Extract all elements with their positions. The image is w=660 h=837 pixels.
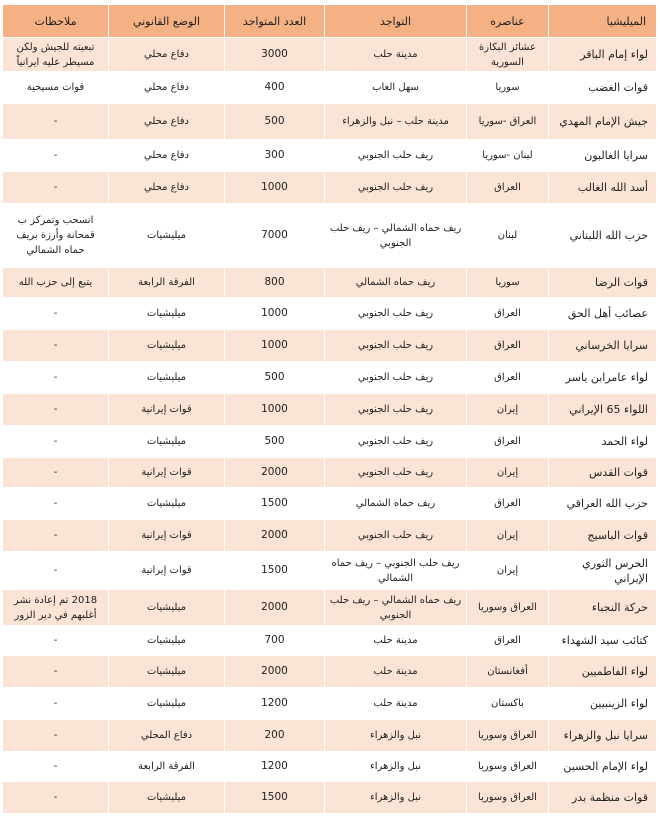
cell-members: العراق -سوريا (467, 104, 549, 140)
cell-location: مدينة حلب (325, 656, 467, 688)
cell-location: ريف حماه الشمالي – ريف حلب الجنوبي (325, 590, 467, 626)
cell-militia-name: اللواء 65 الإيراني (549, 394, 657, 426)
cell-members: العراق (467, 330, 549, 362)
cell-location: نبل والزهراء (325, 752, 467, 782)
cell-count: 1000 (225, 330, 325, 362)
cell-count: 3000 (225, 38, 325, 72)
cell-location: ريف حلب الجنوبي (325, 394, 467, 426)
header-notes: ملاحظات (3, 5, 109, 38)
header-count: العدد المتواجد (225, 5, 325, 38)
cell-legal-status: ميليشيات (109, 204, 225, 268)
table-row (3, 488, 657, 520)
cell-location: ريف حلب الجنوبي (325, 458, 467, 488)
table-row (3, 590, 657, 626)
table-row (3, 362, 657, 394)
cell-legal-status: ميليشيات (109, 656, 225, 688)
cell-militia-name: لواء الإمام الحسين (549, 752, 657, 782)
cell-count: 1200 (225, 752, 325, 782)
cell-count: 1000 (225, 298, 325, 330)
cell-count: 800 (225, 268, 325, 298)
cell-members: أفغانستان (467, 656, 549, 688)
cell-notes: يتبع إلى حزب الله (3, 268, 109, 298)
cell-count: 2000 (225, 656, 325, 688)
cell-militia-name: كتائب سيد الشهداء (549, 626, 657, 656)
table-row (3, 38, 657, 72)
cell-militia-name: سرايا الخرساني (549, 330, 657, 362)
table-row (3, 298, 657, 330)
cell-militia-name: حركة النجباء (549, 590, 657, 626)
cell-militia-name: حزب الله العراقي (549, 488, 657, 520)
cell-militia-name: الحرس الثوري الإيراني (549, 552, 657, 590)
cell-militia-name: سرايا الغالبون (549, 140, 657, 172)
cell-notes: - (3, 104, 109, 140)
table-row (3, 752, 657, 782)
cell-members: إيران (467, 552, 549, 590)
cell-members: العراق (467, 626, 549, 656)
cell-legal-status: دفاع محلي (109, 104, 225, 140)
cell-legal-status: ميليشيات (109, 488, 225, 520)
cell-members: العراق وسوريا (467, 782, 549, 814)
cell-location: نبل والزهراء (325, 782, 467, 814)
cell-count: 1200 (225, 688, 325, 720)
table-row (3, 330, 657, 362)
cell-notes: - (3, 330, 109, 362)
cell-count: 200 (225, 720, 325, 752)
cell-militia-name: لواء إمام الباقر (549, 38, 657, 72)
cell-members: العراق (467, 362, 549, 394)
cell-legal-status: قوات إيرانية (109, 552, 225, 590)
cell-notes: - (3, 298, 109, 330)
cell-count: 500 (225, 426, 325, 458)
cell-members: العراق وسوريا (467, 720, 549, 752)
cell-members: عشائر البكارة السورية (467, 38, 549, 72)
cell-count: 2000 (225, 458, 325, 488)
cell-militia-name: سرايا نبل والزهراء (549, 720, 657, 752)
cell-notes: - (3, 426, 109, 458)
cell-notes: 2018 تم إعادة نشر أغلبهم في دير الزور (3, 590, 109, 626)
cell-notes: قوات مسيحية (3, 72, 109, 104)
cell-location: ريف حماه الشمالي – ريف حلب الجنوبي (325, 204, 467, 268)
cell-notes: - (3, 688, 109, 720)
cell-legal-status: الفرقة الرابعة (109, 268, 225, 298)
table-row (3, 268, 657, 298)
cell-legal-status: ميليشيات (109, 782, 225, 814)
cell-notes: - (3, 752, 109, 782)
cell-militia-name: قوات القدس (549, 458, 657, 488)
cell-legal-status: ميليشيات (109, 298, 225, 330)
cell-legal-status: ميليشيات (109, 362, 225, 394)
cell-notes: - (3, 458, 109, 488)
cell-members: العراق (467, 298, 549, 330)
table-row (3, 426, 657, 458)
cell-members: لبنان -سوريا (467, 140, 549, 172)
cell-militia-name: لواء الزينبيين (549, 688, 657, 720)
cell-location: ريف حلب الجنوبي (325, 520, 467, 552)
cell-militia-name: أسد الله الغالب (549, 172, 657, 204)
cell-militia-name: عصائب أهل الحق (549, 298, 657, 330)
cell-members: سوريا (467, 268, 549, 298)
cell-militia-name: قوات الباسيج (549, 520, 657, 552)
cell-notes: - (3, 140, 109, 172)
cell-militia-name: لواء الحمد (549, 426, 657, 458)
cell-legal-status: ميليشيات (109, 590, 225, 626)
militia-table-container (3, 4, 657, 814)
table-row (3, 626, 657, 656)
cell-count: 400 (225, 72, 325, 104)
cell-location: ريف حلب الجنوبي (325, 426, 467, 458)
table-row (3, 104, 657, 140)
cell-notes: - (3, 394, 109, 426)
cell-militia-name: قوات الرضا (549, 268, 657, 298)
cell-location: نبل والزهراء (325, 720, 467, 752)
cell-count: 500 (225, 104, 325, 140)
cell-members: باكستان (467, 688, 549, 720)
cell-members: العراق (467, 426, 549, 458)
table-row (3, 552, 657, 590)
header-militia: الميليشيا (549, 5, 657, 38)
cell-militia-name: حزب الله اللبناني (549, 204, 657, 268)
cell-members: سوريا (467, 72, 549, 104)
cell-notes: - (3, 172, 109, 204)
header-members: عناصره (467, 5, 549, 38)
cell-members: إيران (467, 520, 549, 552)
cell-location: مدينة حلب (325, 688, 467, 720)
cell-legal-status: ميليشيات (109, 426, 225, 458)
cell-members: العراق وسوريا (467, 590, 549, 626)
cell-notes: - (3, 552, 109, 590)
cell-count: 2000 (225, 520, 325, 552)
cell-count: 1500 (225, 782, 325, 814)
cell-notes: - (3, 488, 109, 520)
cell-legal-status: دفاع محلي (109, 140, 225, 172)
cell-location: ريف حماه الشمالي (325, 268, 467, 298)
cell-location: ريف حلب الجنوبي (325, 140, 467, 172)
header-location: التواجد (325, 5, 467, 38)
cell-count: 1500 (225, 488, 325, 520)
cell-notes: تبعيته للجيش ولكن مسيطر عليه ايرانياً (3, 38, 109, 72)
cell-legal-status: قوات إيرانية (109, 458, 225, 488)
cell-location: سهل الغاب (325, 72, 467, 104)
table-row (3, 782, 657, 814)
header-legal-status: الوضع القانوني (109, 5, 225, 38)
cell-members: العراق (467, 488, 549, 520)
cell-count: 2000 (225, 590, 325, 626)
table-row (3, 172, 657, 204)
cell-location: ريف حلب الجنوبي (325, 298, 467, 330)
cell-count: 500 (225, 362, 325, 394)
cell-notes: - (3, 362, 109, 394)
cell-members: العراق وسوريا (467, 752, 549, 782)
table-row (3, 394, 657, 426)
cell-militia-name: قوات منظمة بدر (549, 782, 657, 814)
cell-legal-status: دفاع المحلي (109, 720, 225, 752)
cell-legal-status: دفاع محلي (109, 172, 225, 204)
cell-legal-status: الفرقة الرابعة (109, 752, 225, 782)
cell-militia-name: قوات الغضب (549, 72, 657, 104)
table-row (3, 720, 657, 752)
table-row (3, 688, 657, 720)
cell-location: ريف حلب الجنوبي – ريف حماه الشمالي (325, 552, 467, 590)
cell-count: 700 (225, 626, 325, 656)
cell-members: إيران (467, 458, 549, 488)
cell-count: 1000 (225, 394, 325, 426)
cell-count: 300 (225, 140, 325, 172)
table-row (3, 140, 657, 172)
table-row (3, 520, 657, 552)
cell-location: مدينة حلب – نبل والزهراء (325, 104, 467, 140)
table-body (3, 38, 657, 814)
cell-count: 1500 (225, 552, 325, 590)
cell-legal-status: دفاع محلي (109, 38, 225, 72)
cell-location: ريف حماه الشمالي (325, 488, 467, 520)
cell-legal-status: دفاع محلي (109, 72, 225, 104)
cell-militia-name: لواء الفاطميين (549, 656, 657, 688)
cell-notes: - (3, 782, 109, 814)
militia-table (2, 4, 657, 814)
cell-location: ريف حلب الجنوبي (325, 362, 467, 394)
table-row (3, 72, 657, 104)
cell-notes: - (3, 720, 109, 752)
table-row (3, 656, 657, 688)
cell-members: إيران (467, 394, 549, 426)
cell-location: مدينة حلب (325, 38, 467, 72)
cell-legal-status: ميليشيات (109, 688, 225, 720)
cell-militia-name: لواء عامرابن ياسر (549, 362, 657, 394)
header-row (3, 5, 657, 38)
cell-legal-status: قوات إيرانية (109, 520, 225, 552)
cell-location: ريف حلب الجنوبي (325, 172, 467, 204)
cell-location: مدينة حلب (325, 626, 467, 656)
cell-notes: - (3, 656, 109, 688)
cell-legal-status: قوات إيرانية (109, 394, 225, 426)
cell-notes: - (3, 520, 109, 552)
cell-legal-status: ميليشيات (109, 626, 225, 656)
cell-count: 1000 (225, 172, 325, 204)
cell-location: ريف حلب الجنوبي (325, 330, 467, 362)
cell-members: العراق (467, 172, 549, 204)
cell-notes: - (3, 626, 109, 656)
cell-count: 7000 (225, 204, 325, 268)
cell-legal-status: ميليشيات (109, 330, 225, 362)
table-row (3, 458, 657, 488)
cell-members: لبنان (467, 204, 549, 268)
cell-militia-name: جيش الإمام المهدي (549, 104, 657, 140)
cell-notes: انسحب وتمركز ب قمحانة وأرزة بريف حماه الشمالي (3, 204, 109, 268)
table-row (3, 204, 657, 268)
